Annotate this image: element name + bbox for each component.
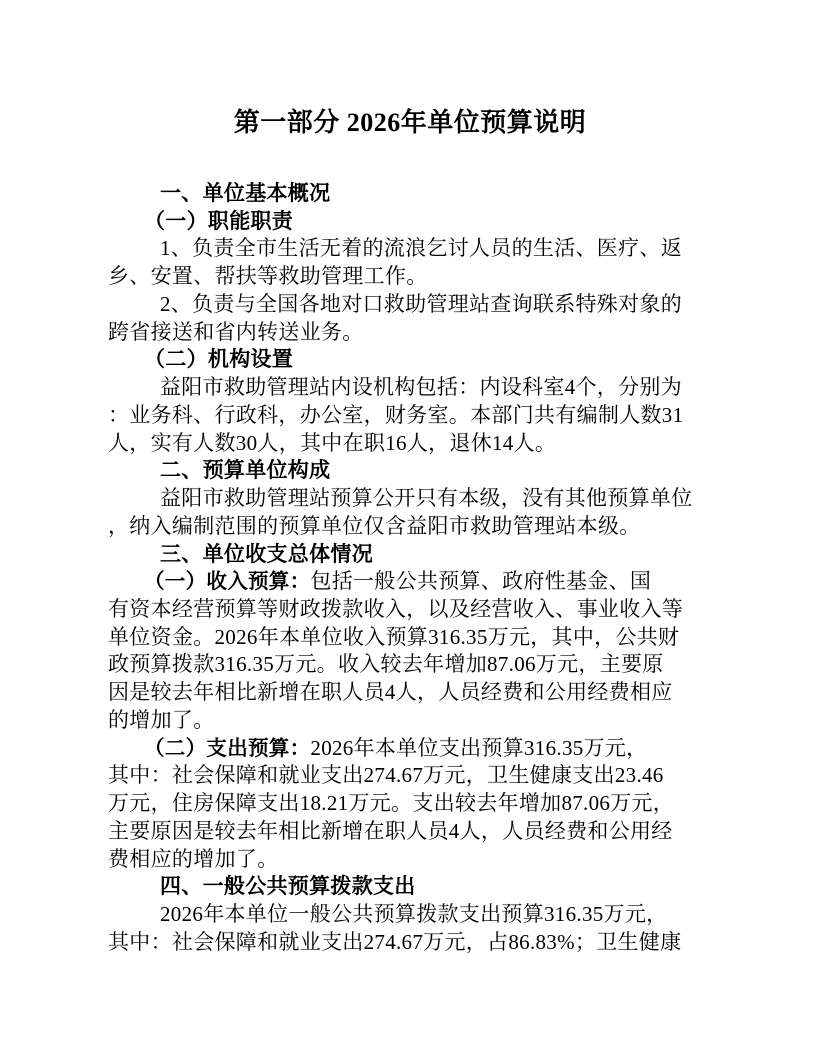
text-line: 单位资金。2026年本单位收入预算316.35万元，其中，公共财 bbox=[108, 624, 680, 649]
text-line: 人，实有人数30人，其中在职16人，退休14人。 bbox=[108, 430, 557, 455]
text-line bbox=[108, 568, 712, 596]
text-line: 因是较去年相比新增在职人员4人，人员经费和公用经费相应 bbox=[108, 680, 673, 705]
text-line: 有资本经营预算等财政拨款收入，以及经营收入、事业收入等 bbox=[108, 597, 684, 622]
text-run: 包括一般公共预算、政府性基金、国 bbox=[310, 569, 652, 594]
text-line: 的增加了。 bbox=[108, 707, 215, 732]
section-heading: 三、单位收支总体情况 bbox=[160, 542, 373, 566]
section-heading: 二、预算单位构成 bbox=[160, 459, 331, 483]
text-line: 费相应的增加了。 bbox=[108, 846, 279, 871]
text-line: 万元，住房保障支出18.21万元。支出较去年增加87.06万元， bbox=[108, 791, 675, 816]
inline-heading: （一）收入预算： bbox=[144, 570, 311, 594]
text-line: 政预算拨款316.35万元。收入较去年增加87.06万元，主要原 bbox=[108, 652, 664, 677]
text-line: ：业务科、行政科，办公室，财务室。本部门共有编制人数31 bbox=[108, 402, 684, 427]
section-heading: （二）机构设置 bbox=[144, 348, 294, 372]
section-heading: （一）职能职责 bbox=[144, 209, 294, 233]
text-line: 其中：社会保障和就业支出274.67万元，卫生健康支出23.46 bbox=[108, 763, 664, 788]
text-line: 2026年本单位一般公共预算拨款支出预算316.35万元， bbox=[160, 902, 668, 927]
document-body bbox=[108, 180, 712, 957]
document-title: 第一部分 2026年单位预算说明 bbox=[233, 108, 587, 137]
text-line: 益阳市救助管理站预算公开只有本级，没有其他预算单位 bbox=[160, 486, 693, 511]
text-line: 跨省接送和省内转送业务。 bbox=[108, 319, 364, 344]
inline-heading: （二）支出预算： bbox=[144, 736, 311, 760]
text-line: 其中：社会保障和就业支出274.67万元，占86.83%；卫生健康 bbox=[108, 929, 682, 954]
text-line: 益阳市救助管理站内设机构包括：内设科室4个，分别为 bbox=[160, 375, 682, 400]
text-line: 乡、安置、帮扶等救助管理工作。 bbox=[108, 264, 428, 289]
text-line: 主要原因是较去年相比新增在职人员4人，人员经费和公用经 bbox=[108, 818, 673, 843]
text-line: 2、负责与全国各地对口救助管理站查询联系特殊对象的 bbox=[160, 291, 682, 316]
section-heading: 一、单位基本概况 bbox=[160, 182, 331, 205]
text-line: ，纳入编制范围的预算单位仅含益阳市救助管理站本级。 bbox=[108, 513, 641, 538]
section-heading: 四、一般公共预算拨款支出 bbox=[160, 875, 416, 899]
text-line: 1、负责全市生活无着的流浪乞讨人员的生活、医疗、返 bbox=[160, 236, 682, 261]
text-line bbox=[108, 735, 712, 763]
text-run: 2026年本单位支出预算316.35万元， bbox=[310, 735, 648, 760]
